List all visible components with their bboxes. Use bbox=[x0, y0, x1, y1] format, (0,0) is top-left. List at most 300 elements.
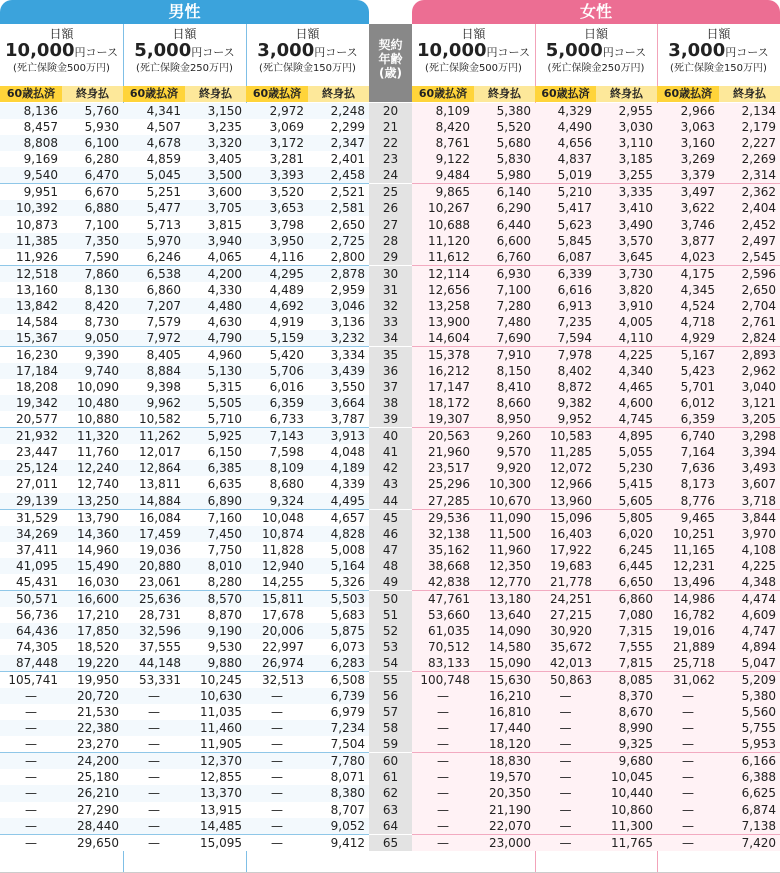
premium-lifetime-cell: 11,300 bbox=[596, 818, 657, 835]
premium-lifetime-cell: 8,990 bbox=[596, 720, 657, 736]
premium-lifetime-cell: 5,230 bbox=[596, 460, 657, 476]
premium-lifetime-cell: 3,718 bbox=[719, 493, 780, 510]
female-table-row bbox=[412, 411, 780, 428]
premium-60-paid-cell: 13,960 bbox=[535, 493, 596, 510]
premium-60-paid-cell: — bbox=[123, 688, 185, 704]
male-table-row bbox=[0, 818, 369, 835]
premium-lifetime-cell: 7,780 bbox=[308, 753, 369, 770]
premium-lifetime-cell: 11,460 bbox=[185, 720, 246, 736]
premium-lifetime-cell: 6,073 bbox=[308, 639, 369, 655]
premium-60-paid-cell: 10,582 bbox=[123, 411, 185, 428]
premium-60-paid-cell: 11,612 bbox=[412, 249, 474, 266]
daily-label: 日額 bbox=[583, 27, 608, 41]
female-table-row bbox=[412, 526, 780, 542]
premium-lifetime-cell: 7,480 bbox=[474, 314, 535, 330]
premium-60-paid-cell: 21,932 bbox=[0, 428, 62, 445]
premium-60-paid-cell: — bbox=[412, 753, 474, 770]
premium-60-paid-cell: 5,417 bbox=[535, 200, 596, 216]
premium-60-paid-cell: 61,035 bbox=[412, 623, 474, 639]
male-table-row bbox=[0, 444, 369, 460]
age-cell: 50 bbox=[369, 590, 412, 607]
premium-60-paid-cell: 20,563 bbox=[412, 428, 474, 445]
premium-60-paid-cell: 28,731 bbox=[123, 607, 185, 623]
premium-lifetime-cell: 3,844 bbox=[719, 509, 780, 526]
premium-60-paid-cell: 5,477 bbox=[123, 200, 185, 216]
female-table-row bbox=[412, 363, 780, 379]
course-unit: 円コース bbox=[602, 46, 647, 59]
premium-60-paid-cell: 13,900 bbox=[412, 314, 474, 330]
premium-lifetime-cell: 3,730 bbox=[596, 265, 657, 282]
premium-lifetime-cell: 2,314 bbox=[719, 167, 780, 184]
premium-lifetime-cell: 25,180 bbox=[62, 769, 123, 785]
premium-60-paid-cell: 56,736 bbox=[0, 607, 62, 623]
premium-lifetime-cell: 5,930 bbox=[62, 119, 123, 135]
premium-60-paid-cell: 50,863 bbox=[535, 672, 596, 689]
course-unit: 円コース bbox=[486, 46, 530, 59]
premium-lifetime-cell: 7,100 bbox=[474, 282, 535, 298]
premium-60-paid-cell: — bbox=[412, 736, 474, 753]
age-row bbox=[369, 444, 412, 460]
female-table-row bbox=[412, 282, 780, 298]
premium-60-paid-cell: 11,385 bbox=[0, 233, 62, 249]
premium-lifetime-cell: 11,765 bbox=[596, 834, 657, 851]
age-cell: 20 bbox=[369, 103, 412, 119]
premium-60-paid-cell: 8,872 bbox=[535, 379, 596, 395]
premium-60-paid-cell: 15,367 bbox=[0, 330, 62, 347]
premium-lifetime-cell: 2,404 bbox=[719, 200, 780, 216]
premium-lifetime-cell: 5,047 bbox=[719, 655, 780, 672]
premium-60-paid-cell: — bbox=[657, 802, 719, 818]
male-table-row bbox=[0, 493, 369, 510]
female-table-row bbox=[412, 428, 780, 445]
age-row bbox=[369, 265, 412, 282]
daily-label: 日額 bbox=[706, 27, 731, 41]
female-table-row bbox=[412, 834, 780, 851]
premium-60-paid-cell: — bbox=[0, 802, 62, 818]
premium-lifetime-cell: 2,458 bbox=[308, 167, 369, 184]
premium-60-paid-cell: — bbox=[123, 834, 185, 851]
female-table-row bbox=[412, 265, 780, 282]
premium-60-paid-cell: 6,616 bbox=[535, 282, 596, 298]
premium-60-paid-cell: 5,970 bbox=[123, 233, 185, 249]
premium-60-paid-cell: — bbox=[412, 704, 474, 720]
premium-lifetime-cell: 6,245 bbox=[596, 542, 657, 558]
premium-60-paid-cell: 45,431 bbox=[0, 574, 62, 591]
age-row bbox=[369, 103, 412, 119]
age-row bbox=[369, 558, 412, 574]
female-table-row bbox=[412, 623, 780, 639]
premium-lifetime-cell: 7,750 bbox=[185, 542, 246, 558]
premium-lifetime-cell: 2,248 bbox=[308, 103, 369, 119]
age-cell: 49 bbox=[369, 574, 412, 591]
premium-60-paid-cell: 15,811 bbox=[246, 590, 308, 607]
premium-lifetime-cell: 3,439 bbox=[308, 363, 369, 379]
premium-60-paid-cell: 8,420 bbox=[412, 119, 474, 135]
course-amount: 3,000 bbox=[257, 40, 315, 61]
premium-60-paid-cell: 10,874 bbox=[246, 526, 308, 542]
premium-60-paid-cell: — bbox=[246, 818, 308, 835]
premium-60-paid-cell: — bbox=[412, 785, 474, 801]
female-table-row bbox=[412, 476, 780, 492]
premium-lifetime-cell: 12,370 bbox=[185, 753, 246, 770]
premium-lifetime-cell: 4,065 bbox=[185, 249, 246, 266]
premium-lifetime-cell: 6,280 bbox=[62, 151, 123, 167]
premium-lifetime-cell: 4,480 bbox=[185, 298, 246, 314]
premium-lifetime-cell: 14,090 bbox=[474, 623, 535, 639]
premium-60-paid-cell: 12,017 bbox=[123, 444, 185, 460]
premium-60-paid-cell: 9,122 bbox=[412, 151, 474, 167]
premium-lifetime-cell: 2,761 bbox=[719, 314, 780, 330]
age-row bbox=[369, 151, 412, 167]
premium-60-paid-cell: 35,672 bbox=[535, 639, 596, 655]
premium-60-paid-cell: — bbox=[246, 785, 308, 801]
female-table-row bbox=[412, 688, 780, 704]
female-table-row bbox=[412, 314, 780, 330]
premium-lifetime-cell: 6,100 bbox=[62, 135, 123, 151]
premium-lifetime-cell: 4,225 bbox=[596, 346, 657, 363]
daily-label: 日額 bbox=[172, 27, 197, 41]
premium-lifetime-cell: 2,704 bbox=[719, 298, 780, 314]
premium-60-paid-cell: 8,405 bbox=[123, 346, 185, 363]
premium-60-paid-cell: 53,660 bbox=[412, 607, 474, 623]
premium-60-paid-cell: — bbox=[0, 753, 62, 770]
premium-lifetime-cell: 5,680 bbox=[474, 135, 535, 151]
male-premium-table bbox=[0, 103, 369, 851]
premium-lifetime-cell: 11,320 bbox=[62, 428, 123, 445]
course-amount: 3,000 bbox=[668, 40, 726, 61]
premium-lifetime-cell: 11,500 bbox=[474, 526, 535, 542]
age-cell: 37 bbox=[369, 379, 412, 395]
premium-lifetime-cell: 7,815 bbox=[596, 655, 657, 672]
premium-lifetime-cell: 3,298 bbox=[719, 428, 780, 445]
premium-lifetime-cell: 14,580 bbox=[474, 639, 535, 655]
premium-60-paid-cell: 3,877 bbox=[657, 233, 719, 249]
age-row bbox=[369, 590, 412, 607]
male-table-row bbox=[0, 558, 369, 574]
female-course-10000-header bbox=[412, 24, 535, 86]
premium-lifetime-cell: 9,390 bbox=[62, 346, 123, 363]
male-table-row bbox=[0, 363, 369, 379]
premium-lifetime-cell: 9,740 bbox=[62, 363, 123, 379]
premium-lifetime-cell: 9,680 bbox=[596, 753, 657, 770]
premium-60-paid-cell: 12,966 bbox=[535, 476, 596, 492]
premium-lifetime-cell: 3,910 bbox=[596, 298, 657, 314]
age-row bbox=[369, 167, 412, 184]
premium-lifetime-cell: 10,300 bbox=[474, 476, 535, 492]
premium-lifetime-cell: 6,508 bbox=[308, 672, 369, 689]
premium-lifetime-cell: 10,630 bbox=[185, 688, 246, 704]
premium-lifetime-cell: 2,134 bbox=[719, 103, 780, 119]
age-cell: 51 bbox=[369, 607, 412, 623]
female-table-row bbox=[412, 103, 780, 119]
premium-lifetime-cell: 22,070 bbox=[474, 818, 535, 835]
premium-60-paid-cell: 13,811 bbox=[123, 476, 185, 492]
male-table-row bbox=[0, 574, 369, 591]
female-table-row bbox=[412, 542, 780, 558]
premium-lifetime-cell: 10,440 bbox=[596, 785, 657, 801]
premium-60-paid-cell: 31,062 bbox=[657, 672, 719, 689]
premium-60-paid-cell: 3,281 bbox=[246, 151, 308, 167]
female-table-row bbox=[412, 672, 780, 689]
premium-60-paid-cell: 70,512 bbox=[412, 639, 474, 655]
premium-60-paid-cell: 18,172 bbox=[412, 395, 474, 411]
premium-60-paid-cell: — bbox=[535, 688, 596, 704]
male-table-row bbox=[0, 249, 369, 266]
premium-lifetime-cell: 3,394 bbox=[719, 444, 780, 460]
female-table-row bbox=[412, 298, 780, 314]
premium-60-paid-cell: 9,382 bbox=[535, 395, 596, 411]
premium-lifetime-cell: 16,030 bbox=[62, 574, 123, 591]
premium-lifetime-cell: 3,913 bbox=[308, 428, 369, 445]
premium-lifetime-cell: 8,410 bbox=[474, 379, 535, 395]
premium-60-paid-cell: — bbox=[657, 834, 719, 851]
premium-lifetime-cell: 2,581 bbox=[308, 200, 369, 216]
male-table-row bbox=[0, 346, 369, 363]
premium-60-paid-cell: — bbox=[657, 785, 719, 801]
premium-60-paid-cell: 50,571 bbox=[0, 590, 62, 607]
premium-lifetime-cell: 2,521 bbox=[308, 184, 369, 201]
premium-60-paid-cell: 9,951 bbox=[0, 184, 62, 201]
age-row bbox=[369, 785, 412, 801]
age-row bbox=[369, 818, 412, 835]
male-table-row bbox=[0, 411, 369, 428]
sub-header-lifetime: 終身払 bbox=[719, 86, 780, 102]
premium-lifetime-cell: 2,596 bbox=[719, 265, 780, 282]
contract-age-header bbox=[369, 24, 412, 102]
premium-60-paid-cell: 7,143 bbox=[246, 428, 308, 445]
premium-lifetime-cell: 13,640 bbox=[474, 607, 535, 623]
male-table-row bbox=[0, 526, 369, 542]
male-table-row bbox=[0, 395, 369, 411]
premium-lifetime-cell: 10,880 bbox=[62, 411, 123, 428]
course-unit: 円コース bbox=[191, 46, 235, 59]
premium-60-paid-cell: 10,583 bbox=[535, 428, 596, 445]
premium-lifetime-cell: 4,828 bbox=[308, 526, 369, 542]
male-table-row bbox=[0, 704, 369, 720]
premium-60-paid-cell: 47,761 bbox=[412, 590, 474, 607]
premium-60-paid-cell: — bbox=[0, 688, 62, 704]
premium-lifetime-cell: 5,520 bbox=[474, 119, 535, 135]
premium-lifetime-cell: 3,705 bbox=[185, 200, 246, 216]
premium-lifetime-cell: 16,600 bbox=[62, 590, 123, 607]
premium-lifetime-cell: 10,045 bbox=[596, 769, 657, 785]
premium-lifetime-cell: 9,920 bbox=[474, 460, 535, 476]
premium-lifetime-cell: 3,820 bbox=[596, 282, 657, 298]
female-course-3000-header bbox=[657, 24, 780, 86]
age-header-line: 契約 bbox=[378, 38, 403, 52]
premium-lifetime-cell: 2,452 bbox=[719, 216, 780, 232]
premium-lifetime-cell: 3,493 bbox=[719, 460, 780, 476]
premium-lifetime-cell: 15,630 bbox=[474, 672, 535, 689]
premium-lifetime-cell: 23,270 bbox=[62, 736, 123, 753]
premium-lifetime-cell: 7,080 bbox=[596, 607, 657, 623]
premium-60-paid-cell: 3,160 bbox=[657, 135, 719, 151]
premium-60-paid-cell: 7,594 bbox=[535, 330, 596, 347]
premium-60-paid-cell: 14,255 bbox=[246, 574, 308, 591]
premium-60-paid-cell: — bbox=[412, 720, 474, 736]
female-table-row bbox=[412, 574, 780, 591]
premium-lifetime-cell: 4,474 bbox=[719, 590, 780, 607]
age-cell: 48 bbox=[369, 558, 412, 574]
age-row bbox=[369, 607, 412, 623]
premium-lifetime-cell: 6,860 bbox=[596, 590, 657, 607]
age-header-line: 年齢 bbox=[378, 52, 403, 66]
premium-60-paid-cell: 6,016 bbox=[246, 379, 308, 395]
age-cell: 55 bbox=[369, 672, 412, 689]
premium-60-paid-cell: 5,251 bbox=[123, 184, 185, 201]
course-amount: 10,000 bbox=[5, 40, 75, 61]
premium-60-paid-cell: 16,782 bbox=[657, 607, 719, 623]
premium-lifetime-cell: 4,330 bbox=[185, 282, 246, 298]
premium-lifetime-cell: 2,299 bbox=[308, 119, 369, 135]
premium-lifetime-cell: 14,360 bbox=[62, 526, 123, 542]
male-table-row bbox=[0, 379, 369, 395]
sub-header-60-paid: 60歳払済 bbox=[246, 86, 308, 102]
premium-lifetime-cell: 2,959 bbox=[308, 282, 369, 298]
premium-60-paid-cell: 11,285 bbox=[535, 444, 596, 460]
male-course-10000-header bbox=[0, 24, 123, 86]
age-cell: 44 bbox=[369, 493, 412, 510]
female-table-row bbox=[412, 379, 780, 395]
premium-60-paid-cell: — bbox=[246, 753, 308, 770]
premium-60-paid-cell: 3,172 bbox=[246, 135, 308, 151]
premium-60-paid-cell: 7,598 bbox=[246, 444, 308, 460]
premium-60-paid-cell: 3,653 bbox=[246, 200, 308, 216]
premium-lifetime-cell: 2,179 bbox=[719, 119, 780, 135]
premium-60-paid-cell: — bbox=[246, 704, 308, 720]
premium-lifetime-cell: 4,189 bbox=[308, 460, 369, 476]
premium-60-paid-cell: 3,497 bbox=[657, 184, 719, 201]
premium-lifetime-cell: 6,979 bbox=[308, 704, 369, 720]
premium-lifetime-cell: 15,095 bbox=[185, 834, 246, 851]
age-row bbox=[369, 720, 412, 736]
premium-lifetime-cell: 4,630 bbox=[185, 314, 246, 330]
premium-lifetime-cell: 3,150 bbox=[185, 103, 246, 119]
male-table-row bbox=[0, 233, 369, 249]
age-cell: 32 bbox=[369, 298, 412, 314]
premium-lifetime-cell: 8,150 bbox=[474, 363, 535, 379]
premium-60-paid-cell: 12,518 bbox=[0, 265, 62, 282]
age-row bbox=[369, 330, 412, 347]
premium-lifetime-cell: 20,720 bbox=[62, 688, 123, 704]
premium-lifetime-cell: 7,315 bbox=[596, 623, 657, 639]
daily-label: 日額 bbox=[461, 27, 486, 41]
age-row bbox=[369, 249, 412, 266]
premium-60-paid-cell: 25,718 bbox=[657, 655, 719, 672]
premium-60-paid-cell: — bbox=[0, 704, 62, 720]
male-course-5000-header bbox=[123, 24, 246, 86]
premium-lifetime-cell: 13,370 bbox=[185, 785, 246, 801]
premium-60-paid-cell: — bbox=[246, 834, 308, 851]
premium-lifetime-cell: 9,050 bbox=[62, 330, 123, 347]
male-table-row bbox=[0, 476, 369, 492]
premium-lifetime-cell: 3,500 bbox=[185, 167, 246, 184]
premium-60-paid-cell: 12,231 bbox=[657, 558, 719, 574]
premium-60-paid-cell: — bbox=[535, 753, 596, 770]
premium-60-paid-cell: — bbox=[0, 818, 62, 835]
male-table-row bbox=[0, 542, 369, 558]
premium-lifetime-cell: 6,760 bbox=[474, 249, 535, 266]
premium-60-paid-cell: — bbox=[412, 834, 474, 851]
age-cell: 62 bbox=[369, 785, 412, 801]
course-unit: 円コース bbox=[74, 46, 118, 59]
premium-60-paid-cell: 14,884 bbox=[123, 493, 185, 510]
female-table-row bbox=[412, 216, 780, 232]
premium-lifetime-cell: 13,915 bbox=[185, 802, 246, 818]
premium-60-paid-cell: 8,808 bbox=[0, 135, 62, 151]
premium-60-paid-cell: 17,147 bbox=[412, 379, 474, 395]
age-row bbox=[369, 460, 412, 476]
premium-60-paid-cell: 4,295 bbox=[246, 265, 308, 282]
age-row bbox=[369, 493, 412, 510]
premium-60-paid-cell: — bbox=[0, 785, 62, 801]
premium-60-paid-cell: 19,307 bbox=[412, 411, 474, 428]
premium-60-paid-cell: 5,706 bbox=[246, 363, 308, 379]
age-row bbox=[369, 476, 412, 492]
premium-60-paid-cell: 20,006 bbox=[246, 623, 308, 639]
age-cell: 21 bbox=[369, 119, 412, 135]
age-row bbox=[369, 298, 412, 314]
premium-lifetime-cell: 8,730 bbox=[62, 314, 123, 330]
premium-lifetime-cell: 7,860 bbox=[62, 265, 123, 282]
premium-60-paid-cell: 6,740 bbox=[657, 428, 719, 445]
female-course-5000-header bbox=[535, 24, 657, 86]
premium-60-paid-cell: 16,084 bbox=[123, 509, 185, 526]
premium-lifetime-cell: 2,269 bbox=[719, 151, 780, 167]
premium-60-paid-cell: 7,636 bbox=[657, 460, 719, 476]
female-table-row bbox=[412, 655, 780, 672]
age-row bbox=[369, 526, 412, 542]
premium-lifetime-cell: 11,090 bbox=[474, 509, 535, 526]
age-cell: 42 bbox=[369, 460, 412, 476]
premium-lifetime-cell: 3,185 bbox=[596, 151, 657, 167]
premium-60-paid-cell: — bbox=[535, 720, 596, 736]
premium-60-paid-cell: 23,447 bbox=[0, 444, 62, 460]
premium-lifetime-cell: 5,503 bbox=[308, 590, 369, 607]
premium-60-paid-cell: 11,120 bbox=[412, 233, 474, 249]
premium-60-paid-cell: 38,668 bbox=[412, 558, 474, 574]
premium-lifetime-cell: 6,635 bbox=[185, 476, 246, 492]
premium-60-paid-cell: 7,972 bbox=[123, 330, 185, 347]
premium-lifetime-cell: 2,955 bbox=[596, 103, 657, 119]
age-cell: 24 bbox=[369, 167, 412, 184]
premium-60-paid-cell: 42,013 bbox=[535, 655, 596, 672]
premium-60-paid-cell: 4,929 bbox=[657, 330, 719, 347]
premium-lifetime-cell: 6,385 bbox=[185, 460, 246, 476]
premium-lifetime-cell: 19,950 bbox=[62, 672, 123, 689]
premium-lifetime-cell: 29,650 bbox=[62, 834, 123, 851]
premium-60-paid-cell: 23,061 bbox=[123, 574, 185, 591]
premium-lifetime-cell: 4,108 bbox=[719, 542, 780, 558]
premium-60-paid-cell: 12,656 bbox=[412, 282, 474, 298]
premium-lifetime-cell: 2,725 bbox=[308, 233, 369, 249]
premium-60-paid-cell: 9,169 bbox=[0, 151, 62, 167]
premium-lifetime-cell: 16,810 bbox=[474, 704, 535, 720]
sub-header-lifetime: 終身払 bbox=[308, 86, 369, 102]
premium-60-paid-cell: 34,269 bbox=[0, 526, 62, 542]
premium-lifetime-cell: 5,683 bbox=[308, 607, 369, 623]
premium-60-paid-cell: 4,524 bbox=[657, 298, 719, 314]
premium-60-paid-cell: — bbox=[0, 769, 62, 785]
premium-60-paid-cell: 11,926 bbox=[0, 249, 62, 266]
premium-60-paid-cell: 8,761 bbox=[412, 135, 474, 151]
age-cell: 26 bbox=[369, 200, 412, 216]
course-unit: 円コース bbox=[725, 46, 769, 59]
premium-lifetime-cell: 2,893 bbox=[719, 346, 780, 363]
premium-lifetime-cell: 6,930 bbox=[474, 265, 535, 282]
premium-60-paid-cell: 25,636 bbox=[123, 590, 185, 607]
female-section-header: 女性 bbox=[412, 0, 780, 24]
